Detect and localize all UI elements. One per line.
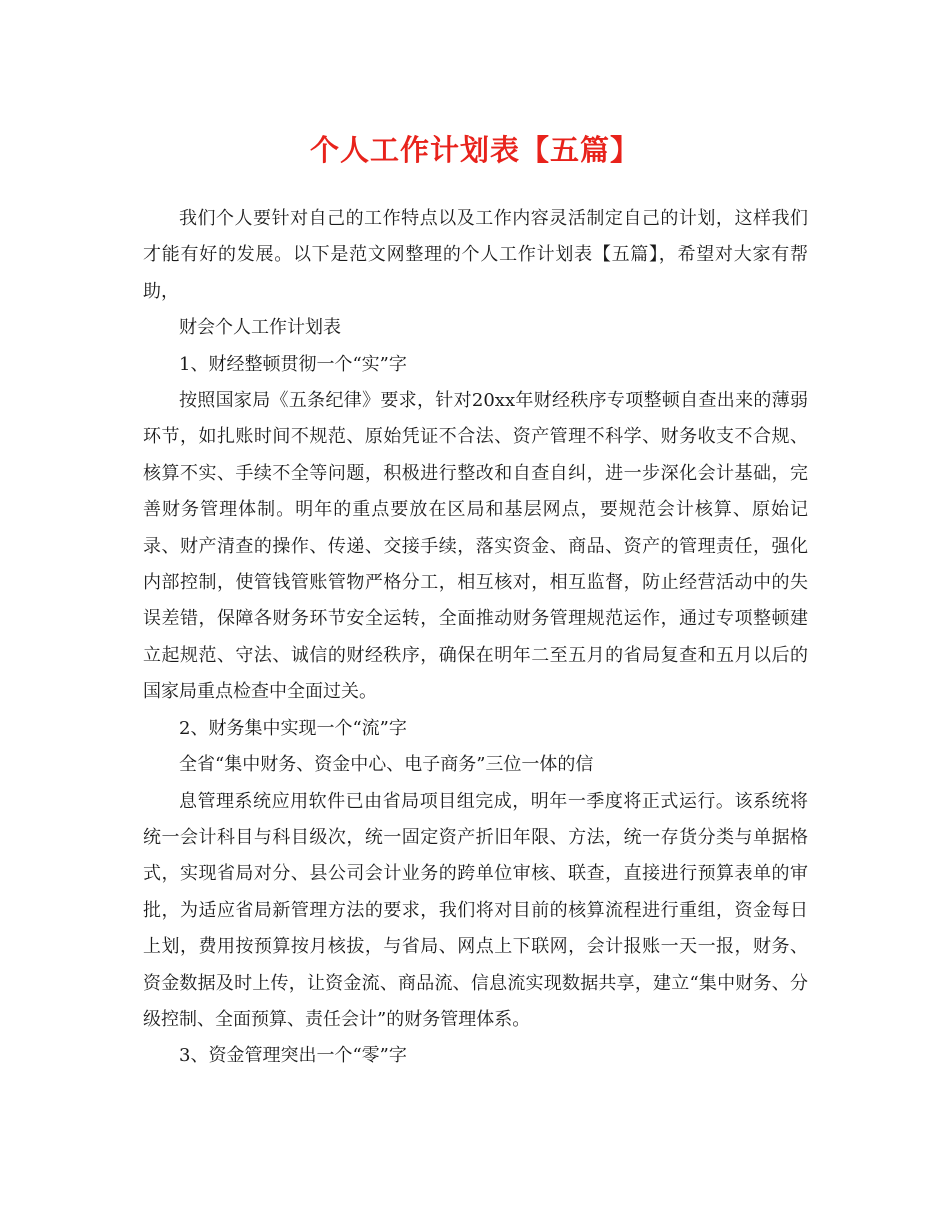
body-paragraph-1: 按照国家局《五条纪律》要求，针对20xx年财经秩序专项整顿自查出来的薄弱环节，如扎账时间不规范、原始凭证不合法、资产管理不科学、财务收支不合规、核算不实、手续不全等问题，积极进行整改和自查自纠，进一步深化会计基础，完善财务管理体制。明年的重点要放在区局和基层网点，要规范会计核算、原始记录、财产清查的操作、传递、交接手续，落实资金、商品、资产的管理责任，强化内部控制，使管钱管账管物严格分工，相互核对，相互监督，防止经营活动中的失误差错，保障各财务环节安全运转，全面推动财务管理规范运作，通过专项整顿建立起规范、守法、诚信的财经秩序，确保在明年二至五月的省局复查和五月以后的国家局重点检查中全面过关。 xyxy=(143,390,808,703)
intro-paragraph: 我们个人要针对自己的工作特点以及工作内容灵活制定自己的计划，这样我们才能有好的发展。以下是范文网整理的个人工作计划表【五篇】，希望对大家有帮助， xyxy=(143,208,808,302)
subheading-3: 3、资金管理突出一个“零”字 xyxy=(179,1045,407,1067)
document-title: 个人工作计划表【五篇】 xyxy=(309,133,640,167)
subheading-1: 1、财经整顿贯彻一个“实”字 xyxy=(179,353,407,375)
section-heading: 财会个人工作计划表 xyxy=(179,317,341,339)
document-body xyxy=(143,201,808,1075)
body-paragraph-2a: 全省“集中财务、资金中心、电子商务”三位一体的信 xyxy=(179,754,594,776)
body-paragraph-2b: 息管理系统应用软件已由省局项目组完成，明年一季度将正式运行。该系统将统一会计科目与科目级次，统一固定资产折旧年限、方法，统一存货分类与单据格式，实现省局对分、县公司会计业务的跨单位审核、联查，直接进行预算表单的审批，为适应省局新管理方法的要求，我们将对目前的核算流程进行重组，资金每日上划，费用按预算按月核拔，与省局、网点上下联网，会计报账一天一报，财务、资金数据及时上传，让资金流、商品流、信息流实现数据共享，建立“集中财务、分级控制、全面预算、责任会计”的财务管理体系。 xyxy=(143,790,808,1030)
subheading-2: 2、财务集中实现一个“流”字 xyxy=(179,717,407,739)
